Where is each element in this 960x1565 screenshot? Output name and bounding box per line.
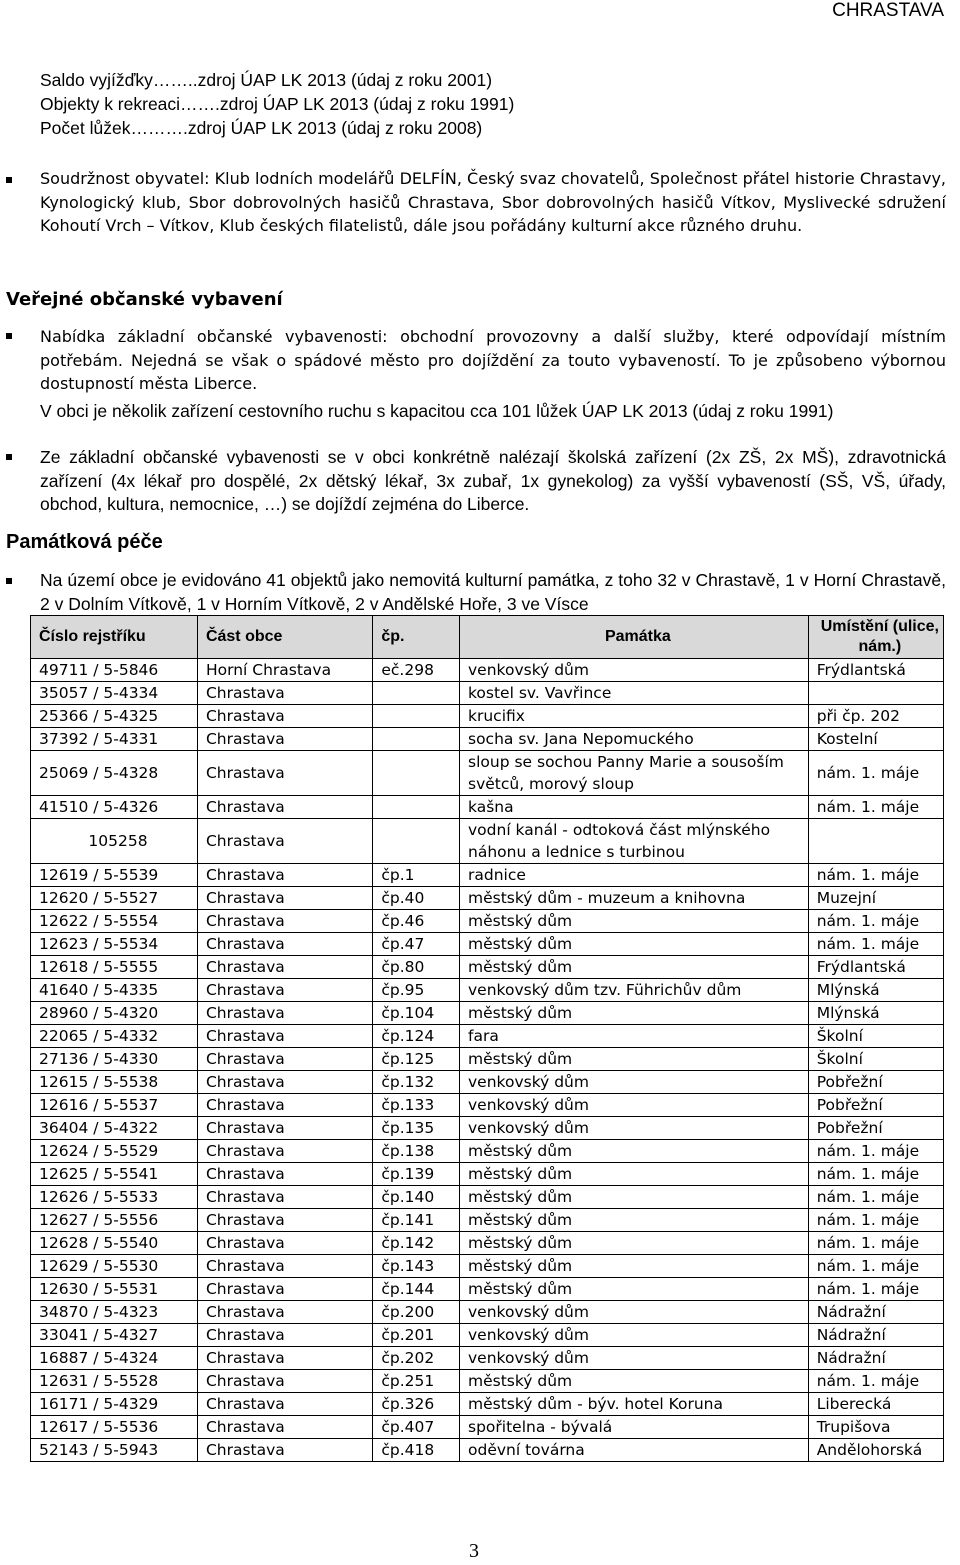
cell-monument: městský dům	[460, 1140, 809, 1163]
cell-town-part: Chrastava	[197, 1301, 372, 1324]
source-line-commuting: Saldo vyjížďky……..zdroj ÚAP LK 2013 (údaj z roku 2001)	[40, 70, 493, 90]
cell-location: nám. 1. máje	[808, 910, 943, 933]
cell-register-number: 52143 / 5-5943	[31, 1439, 198, 1462]
cell-town-part: Chrastava	[197, 864, 372, 887]
cell-monument: vodní kanál - odtoková část mlýnského náhonu a lednice s turbinou	[460, 819, 809, 864]
cell-town-part: Chrastava	[197, 1117, 372, 1140]
table-row	[31, 659, 944, 682]
cell-town-part: Chrastava	[197, 887, 372, 910]
cell-location	[808, 819, 943, 864]
cell-town-part: Chrastava	[197, 1439, 372, 1462]
cell-monument: venkovský dům	[460, 1071, 809, 1094]
cell-register-number: 12624 / 5-5529	[31, 1140, 198, 1163]
cell-town-part: Chrastava	[197, 682, 372, 705]
cell-register-number: 12627 / 5-5556	[31, 1209, 198, 1232]
table-row	[31, 1255, 944, 1278]
table-row	[31, 1324, 944, 1347]
cell-monument: radnice	[460, 864, 809, 887]
table-row	[31, 1370, 944, 1393]
table-row	[31, 1186, 944, 1209]
cell-house-number: čp.202	[373, 1347, 460, 1370]
cell-location: Frýdlantská	[808, 659, 943, 682]
cell-register-number: 12631 / 5-5528	[31, 1370, 198, 1393]
cell-monument: městský dům	[460, 1163, 809, 1186]
cell-town-part: Chrastava	[197, 956, 372, 979]
cell-house-number	[373, 682, 460, 705]
table-row	[31, 1071, 944, 1094]
cell-register-number: 12629 / 5-5530	[31, 1255, 198, 1278]
cell-house-number: čp.138	[373, 1140, 460, 1163]
cell-monument: venkovský dům	[460, 1324, 809, 1347]
cell-town-part: Chrastava	[197, 819, 372, 864]
table-row	[31, 1209, 944, 1232]
cell-monument: městský dům	[460, 956, 809, 979]
cell-house-number: čp.80	[373, 956, 460, 979]
cell-location: Pobřežní	[808, 1117, 943, 1140]
cell-register-number: 105258	[31, 819, 198, 864]
cell-register-number: 16171 / 5-4329	[31, 1393, 198, 1416]
cell-town-part: Chrastava	[197, 1163, 372, 1186]
cell-town-part: Chrastava	[197, 1278, 372, 1301]
cell-monument: venkovský dům	[460, 1347, 809, 1370]
cell-town-part: Chrastava	[197, 1255, 372, 1278]
cell-register-number: 37392 / 5-4331	[31, 728, 198, 751]
cell-register-number: 12625 / 5-5541	[31, 1163, 198, 1186]
cell-house-number: čp.125	[373, 1048, 460, 1071]
cell-house-number	[373, 796, 460, 819]
cell-monument: městský dům - býv. hotel Koruna	[460, 1393, 809, 1416]
cell-town-part: Chrastava	[197, 1025, 372, 1048]
cell-monument: městský dům	[460, 910, 809, 933]
civic-paragraph-3: Ze základní občanské vybavenosti se v obci konkrétně nalézají školská zařízení (2x ZŠ, 2x MŠ), zdravotnická zařízení (4x lékař pro dospělé, 2x dětský lékař, 3x zubař, 1x gynekolog) za vyšší vybaveností (SŠ, VŠ, úřady, obchod, kultura, nemocnice, …) se dojíždí zejména do Liberce.	[40, 447, 946, 514]
table-row	[31, 682, 944, 705]
cell-monument: venkovský dům	[460, 1094, 809, 1117]
cell-location: nám. 1. máje	[808, 864, 943, 887]
cell-location: Školní	[808, 1025, 943, 1048]
cell-town-part: Chrastava	[197, 751, 372, 796]
cell-register-number: 41640 / 5-4335	[31, 979, 198, 1002]
cell-monument: městský dům	[460, 1209, 809, 1232]
header-house-number: čp.	[373, 616, 460, 659]
cell-register-number: 16887 / 5-4324	[31, 1347, 198, 1370]
cell-town-part: Chrastava	[197, 1370, 372, 1393]
cell-location: nám. 1. máje	[808, 1255, 943, 1278]
cell-monument: fara	[460, 1025, 809, 1048]
table-row	[31, 1301, 944, 1324]
cell-location	[808, 682, 943, 705]
cell-location: Nádražní	[808, 1324, 943, 1347]
cell-register-number: 12623 / 5-5534	[31, 933, 198, 956]
table-row	[31, 1416, 944, 1439]
cell-location: Andělohorská	[808, 1439, 943, 1462]
civic-paragraph-1: Nabídka základní občanské vybavenosti: obchodní provozovny a další služby, které odpovídají místním potřebám. Nejedná se však o spádové město pro dojíždění za touto vybaveností. To je způsobeno výbornou dostupností města Liberce.	[40, 327, 946, 393]
cell-house-number: čp.135	[373, 1117, 460, 1140]
cell-house-number: čp.133	[373, 1094, 460, 1117]
cell-monument: krucifix	[460, 705, 809, 728]
cell-house-number: čp.326	[373, 1393, 460, 1416]
cell-register-number: 12628 / 5-5540	[31, 1232, 198, 1255]
cell-house-number: čp.140	[373, 1186, 460, 1209]
cell-location: Trupišova	[808, 1416, 943, 1439]
cell-town-part: Chrastava	[197, 1416, 372, 1439]
header-monument: Památka	[460, 616, 809, 659]
cohesion-paragraph: Soudržnost obyvatel: Klub lodních modelářů DELFÍN, Český svaz chovatelů, Společnost přátel historie Chrastavy, Kynologický klub, Sbor dobrovolných hasičů Chrastava, Sbor dobrovolných hasičů Vítkov, Myslivecké sdružení Kohoutí Vrch – Vítkov, Klub českých filatelistů, dále jsou pořádány kulturní akce různého druhu.	[40, 169, 946, 235]
cell-register-number: 12626 / 5-5533	[31, 1186, 198, 1209]
table-row	[31, 705, 944, 728]
cell-monument: městský dům	[460, 1048, 809, 1071]
civic-heading: Veřejné občanské vybavení	[6, 289, 283, 310]
cell-house-number: čp.139	[373, 1163, 460, 1186]
cell-register-number: 33041 / 5-4327	[31, 1324, 198, 1347]
cell-town-part: Chrastava	[197, 1232, 372, 1255]
cell-location: Nádražní	[808, 1301, 943, 1324]
cell-location: Školní	[808, 1048, 943, 1071]
cell-house-number: čp.144	[373, 1278, 460, 1301]
cell-monument: městský dům	[460, 933, 809, 956]
cell-location: nám. 1. máje	[808, 933, 943, 956]
cell-monument: sloup se sochou Panny Marie a sousoším světců, morový sloup	[460, 751, 809, 796]
cell-monument: venkovský dům	[460, 659, 809, 682]
cell-register-number: 12617 / 5-5536	[31, 1416, 198, 1439]
cell-house-number: čp.95	[373, 979, 460, 1002]
cell-location: nám. 1. máje	[808, 751, 943, 796]
cell-register-number: 27136 / 5-4330	[31, 1048, 198, 1071]
table-row	[31, 1048, 944, 1071]
cell-register-number: 28960 / 5-4320	[31, 1002, 198, 1025]
cell-house-number: čp.132	[373, 1071, 460, 1094]
cell-house-number: čp.46	[373, 910, 460, 933]
table-row	[31, 1117, 944, 1140]
cell-register-number: 49711 / 5-5846	[31, 659, 198, 682]
cell-location: Frýdlantská	[808, 956, 943, 979]
cell-monument: venkovský dům tzv. Führichův dům	[460, 979, 809, 1002]
table-header-row	[31, 616, 944, 659]
cell-register-number: 12630 / 5-5531	[31, 1278, 198, 1301]
cell-house-number	[373, 819, 460, 864]
cell-register-number: 12622 / 5-5554	[31, 910, 198, 933]
cell-house-number: čp.200	[373, 1301, 460, 1324]
table-row	[31, 1140, 944, 1163]
cell-register-number: 22065 / 5-4332	[31, 1025, 198, 1048]
page-number: 3	[469, 1540, 479, 1562]
cell-town-part: Chrastava	[197, 910, 372, 933]
table-row	[31, 887, 944, 910]
cell-town-part: Chrastava	[197, 1209, 372, 1232]
cell-house-number: čp.407	[373, 1416, 460, 1439]
header-location: Umístění (ulice, nám.)	[808, 616, 943, 659]
cell-location: Nádražní	[808, 1347, 943, 1370]
cell-monument: městský dům	[460, 1232, 809, 1255]
table-row	[31, 979, 944, 1002]
cell-location: Muzejní	[808, 887, 943, 910]
cell-house-number	[373, 705, 460, 728]
cell-register-number: 41510 / 5-4326	[31, 796, 198, 819]
table-row	[31, 910, 944, 933]
cell-house-number: čp.40	[373, 887, 460, 910]
cell-register-number: 34870 / 5-4323	[31, 1301, 198, 1324]
cell-town-part: Chrastava	[197, 1094, 372, 1117]
cell-monument: spořitelna - bývalá	[460, 1416, 809, 1439]
source-line-recreation: Objekty k rekreaci…….zdroj ÚAP LK 2013 (údaj z roku 1991)	[40, 94, 515, 114]
header-town-part: Část obce	[197, 616, 372, 659]
table-row	[31, 1232, 944, 1255]
cell-location: nám. 1. máje	[808, 1370, 943, 1393]
cell-register-number: 25069 / 5-4328	[31, 751, 198, 796]
table-row	[31, 1163, 944, 1186]
cell-location: nám. 1. máje	[808, 1232, 943, 1255]
cell-register-number: 35057 / 5-4334	[31, 682, 198, 705]
cell-house-number: čp.418	[373, 1439, 460, 1462]
cell-register-number: 25366 / 5-4325	[31, 705, 198, 728]
table-row	[31, 1393, 944, 1416]
bullet-square-icon	[6, 454, 12, 460]
cell-register-number: 12620 / 5-5527	[31, 887, 198, 910]
cell-monument: socha sv. Jana Nepomuckého	[460, 728, 809, 751]
cell-monument: městský dům	[460, 1278, 809, 1301]
cell-town-part: Chrastava	[197, 1347, 372, 1370]
table-row	[31, 751, 944, 796]
cell-house-number: čp.201	[373, 1324, 460, 1347]
table-row	[31, 864, 944, 887]
table-row	[31, 1094, 944, 1117]
cell-register-number: 12618 / 5-5555	[31, 956, 198, 979]
cell-location: Kostelní	[808, 728, 943, 751]
document-header-title: CHRASTAVA	[832, 0, 944, 21]
cell-monument: venkovský dům	[460, 1301, 809, 1324]
table-row	[31, 1347, 944, 1370]
cell-monument: městský dům - muzeum a knihovna	[460, 887, 809, 910]
cell-house-number	[373, 728, 460, 751]
heritage-heading: Památková péče	[6, 531, 163, 553]
cell-house-number: čp.141	[373, 1209, 460, 1232]
bullet-square-icon	[6, 177, 12, 183]
cell-town-part: Chrastava	[197, 1071, 372, 1094]
bullet-square-icon	[6, 578, 12, 584]
cell-town-part: Chrastava	[197, 1048, 372, 1071]
header-register-number: Číslo rejstříku	[31, 616, 198, 659]
cell-town-part: Chrastava	[197, 1393, 372, 1416]
cell-house-number: čp.142	[373, 1232, 460, 1255]
cell-monument: venkovský dům	[460, 1117, 809, 1140]
cell-town-part: Chrastava	[197, 1002, 372, 1025]
cell-location: Mlýnská	[808, 1002, 943, 1025]
cell-town-part: Chrastava	[197, 796, 372, 819]
table-row	[31, 1439, 944, 1462]
cell-monument: kašna	[460, 796, 809, 819]
cell-location: nám. 1. máje	[808, 796, 943, 819]
cell-location: Pobřežní	[808, 1071, 943, 1094]
cell-location: Pobřežní	[808, 1094, 943, 1117]
table-row	[31, 956, 944, 979]
cell-town-part: Chrastava	[197, 933, 372, 956]
cell-town-part: Chrastava	[197, 1140, 372, 1163]
cell-town-part: Chrastava	[197, 705, 372, 728]
cell-location: při čp. 202	[808, 705, 943, 728]
cell-location: nám. 1. máje	[808, 1186, 943, 1209]
cell-location: nám. 1. máje	[808, 1163, 943, 1186]
cell-location: Mlýnská	[808, 979, 943, 1002]
cell-monument: městský dům	[460, 1255, 809, 1278]
cell-location: nám. 1. máje	[808, 1140, 943, 1163]
cell-monument: oděvní továrna	[460, 1439, 809, 1462]
cell-town-part: Horní Chrastava	[197, 659, 372, 682]
bullet-square-icon	[6, 333, 12, 339]
cell-register-number: 12619 / 5-5539	[31, 864, 198, 887]
cell-town-part: Chrastava	[197, 1324, 372, 1347]
cell-town-part: Chrastava	[197, 728, 372, 751]
cell-register-number: 12615 / 5-5538	[31, 1071, 198, 1094]
cell-monument: kostel sv. Vavřince	[460, 682, 809, 705]
cell-location: Liberecká	[808, 1393, 943, 1416]
cell-house-number: čp.251	[373, 1370, 460, 1393]
table-row	[31, 819, 944, 864]
cell-monument: městský dům	[460, 1002, 809, 1025]
source-line-beds: Počet lůžek……….zdroj ÚAP LK 2013 (údaj z roku 2008)	[40, 118, 483, 138]
cell-location: nám. 1. máje	[808, 1209, 943, 1232]
cell-town-part: Chrastava	[197, 979, 372, 1002]
table-row	[31, 796, 944, 819]
cell-house-number: eč.298	[373, 659, 460, 682]
table-row	[31, 1278, 944, 1301]
cell-house-number: čp.104	[373, 1002, 460, 1025]
cell-monument: městský dům	[460, 1186, 809, 1209]
monuments-table	[30, 615, 944, 1462]
table-row	[31, 933, 944, 956]
cell-house-number: čp.1	[373, 864, 460, 887]
heritage-paragraph: Na území obce je evidováno 41 objektů jako nemovitá kulturní památka, z toho 32 v Chrastavě, 1 v Horní Chrastavě, 2 v Dolním Vítkově, 1 v Horním Vítkově, 2 v Andělské Hoře, 3 ve Vísce	[40, 570, 946, 614]
table-row	[31, 1025, 944, 1048]
cell-register-number: 12616 / 5-5537	[31, 1094, 198, 1117]
cell-house-number: čp.124	[373, 1025, 460, 1048]
cell-house-number	[373, 751, 460, 796]
cell-location: nám. 1. máje	[808, 1278, 943, 1301]
civic-paragraph-2: V obci je několik zařízení cestovního ruchu s kapacitou cca 101 lůžek ÚAP LK 2013 (údaj z roku 1991)	[40, 401, 834, 421]
table-row	[31, 1002, 944, 1025]
cell-town-part: Chrastava	[197, 1186, 372, 1209]
cell-house-number: čp.143	[373, 1255, 460, 1278]
cell-register-number: 36404 / 5-4322	[31, 1117, 198, 1140]
table-row	[31, 728, 944, 751]
cell-house-number: čp.47	[373, 933, 460, 956]
cell-monument: městský dům	[460, 1370, 809, 1393]
